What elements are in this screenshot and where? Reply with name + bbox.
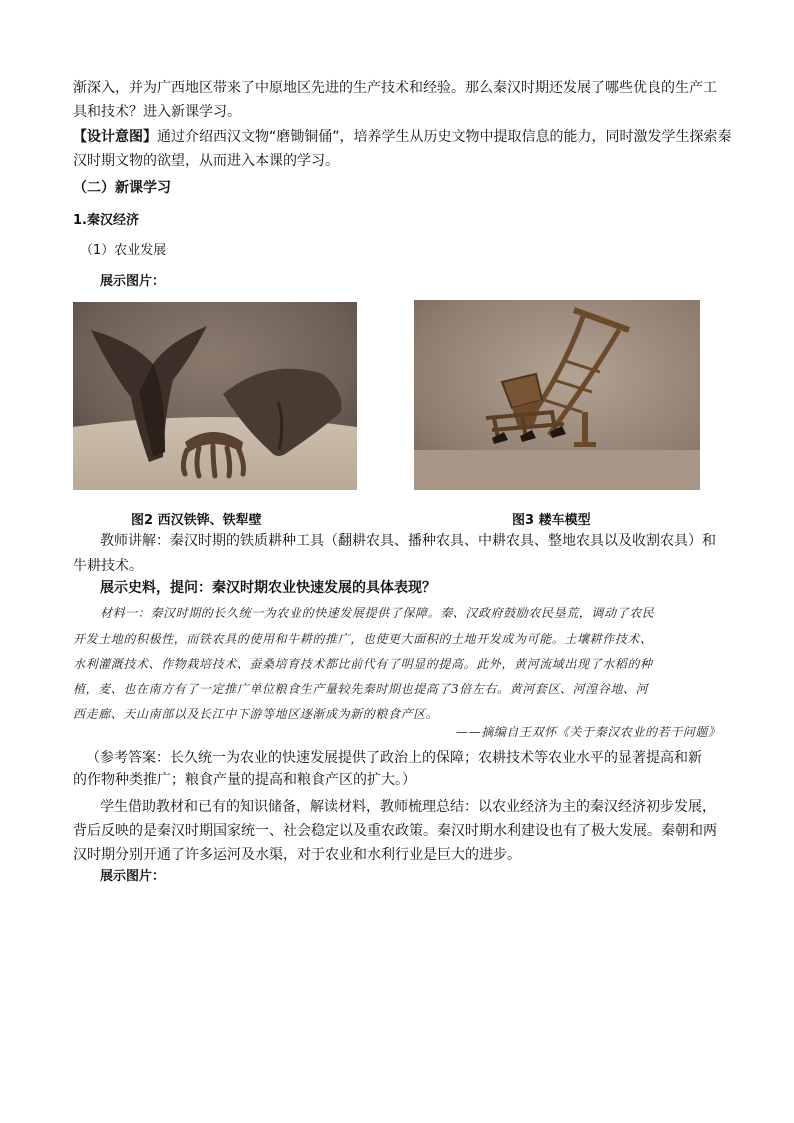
show-pictures-label-1: 展示图片： <box>100 274 166 289</box>
design-intent-line-2: 汉时期文物的欲望，从而进入本课的学习。 <box>73 153 339 169</box>
answer-line-2: 的作物种类推广；粮食产量的提高和粮食产区的扩大。） <box>73 772 416 788</box>
question-heading: 展示史料，提问：秦汉时期农业快速发展的具体表现？ <box>100 580 436 596</box>
summary-line-2: 背后反映的是秦汉时期国家统一、社会稳定以及重农政策。秦汉时期水利建设也有了极大发展。秦朝和两 <box>73 823 717 839</box>
teacher-explain-line-1 <box>100 531 750 551</box>
figure-2-caption: 图2 西汉铁铧、铁犁壁 <box>131 513 262 528</box>
material-line-5: 西走廊、天山南部以及长江中下游等地区逐渐成为新的粮食产区。 <box>73 707 439 721</box>
section-heading-new-lesson: （二）新课学习 <box>73 180 171 196</box>
figure-2-photo <box>73 302 357 490</box>
show-pictures-label-2: 展示图片： <box>100 869 166 884</box>
figure-3-caption: 图3 耧车模型 <box>512 513 591 528</box>
material-line-2: 开发土地的积极性，而铁农具的使用和牛耕的推广，也使更大面积的土地开发成为可能。土壤耕作技术、 <box>73 632 653 646</box>
design-intent-line-1 <box>73 127 732 147</box>
design-intent-label: 【设计意图】 <box>73 129 157 145</box>
intro-line-2: 具和技术？进入新课学习。 <box>73 104 241 120</box>
material-label: 材料一： <box>100 606 151 620</box>
material-line-1 <box>100 604 760 622</box>
subsection-heading-economy: 1.秦汉经济 <box>73 213 139 228</box>
material-line-4: 植，麦、也在南方有了一定推广单位粮食生产量较先秦时期也提高了3倍左右。黄河套区、河湟谷地、河 <box>73 682 649 696</box>
material-line-3: 水利灌溉技术、作物栽培技术、蚕桑培育技术都比前代有了明显的提高。此外，黄河流域出现了水稻的种 <box>73 657 653 671</box>
design-intent-text: 通过介绍西汉文物“磨锄铜俑”，培养学生从历史文物中提取信息的能力，同时激发学生探索秦 <box>157 129 732 145</box>
subsection-heading-agriculture: （1）农业发展 <box>80 243 167 258</box>
plowshare-moldboard-image <box>73 302 357 490</box>
figure-3-photo <box>414 300 700 490</box>
material-text-1: 秦汉时期的长久统一为农业的快速发展提供了保障。秦、汉政府鼓励农民垦荒，调动了农民 <box>150 606 655 620</box>
summary-line-1: 学生借助教材和已有的知识储备，解读材料，教师梳理总结：以农业经济为主的秦汉经济初步发展， <box>100 799 716 815</box>
material-source: ——摘编自王双怀《关于秦汉农业的若干问题》 <box>456 725 721 739</box>
teacher-explain-text: 教师讲解：秦汉时期的铁质耕种工具（翻耕农具、播种农具、中耕农具、整地农具以及收割农具）和 <box>100 533 716 549</box>
teacher-explain-line-2: 牛耕技术。 <box>73 558 143 574</box>
intro-line-1: 渐深入，并为广西地区带来了中原地区先进的生产技术和经验。那么秦汉时期还发展了哪些优良的生产工 <box>73 80 717 96</box>
answer-line-1: （参考答案：长久统一为农业的快速发展提供了政治上的保障；农耕技术等农业水平的显著提高和新 <box>86 750 702 766</box>
summary-line-3: 汉时期分别开通了许多运河及水渠，对于农业和水利行业是巨大的进步。 <box>73 847 521 863</box>
seed-drill-image <box>414 300 700 490</box>
